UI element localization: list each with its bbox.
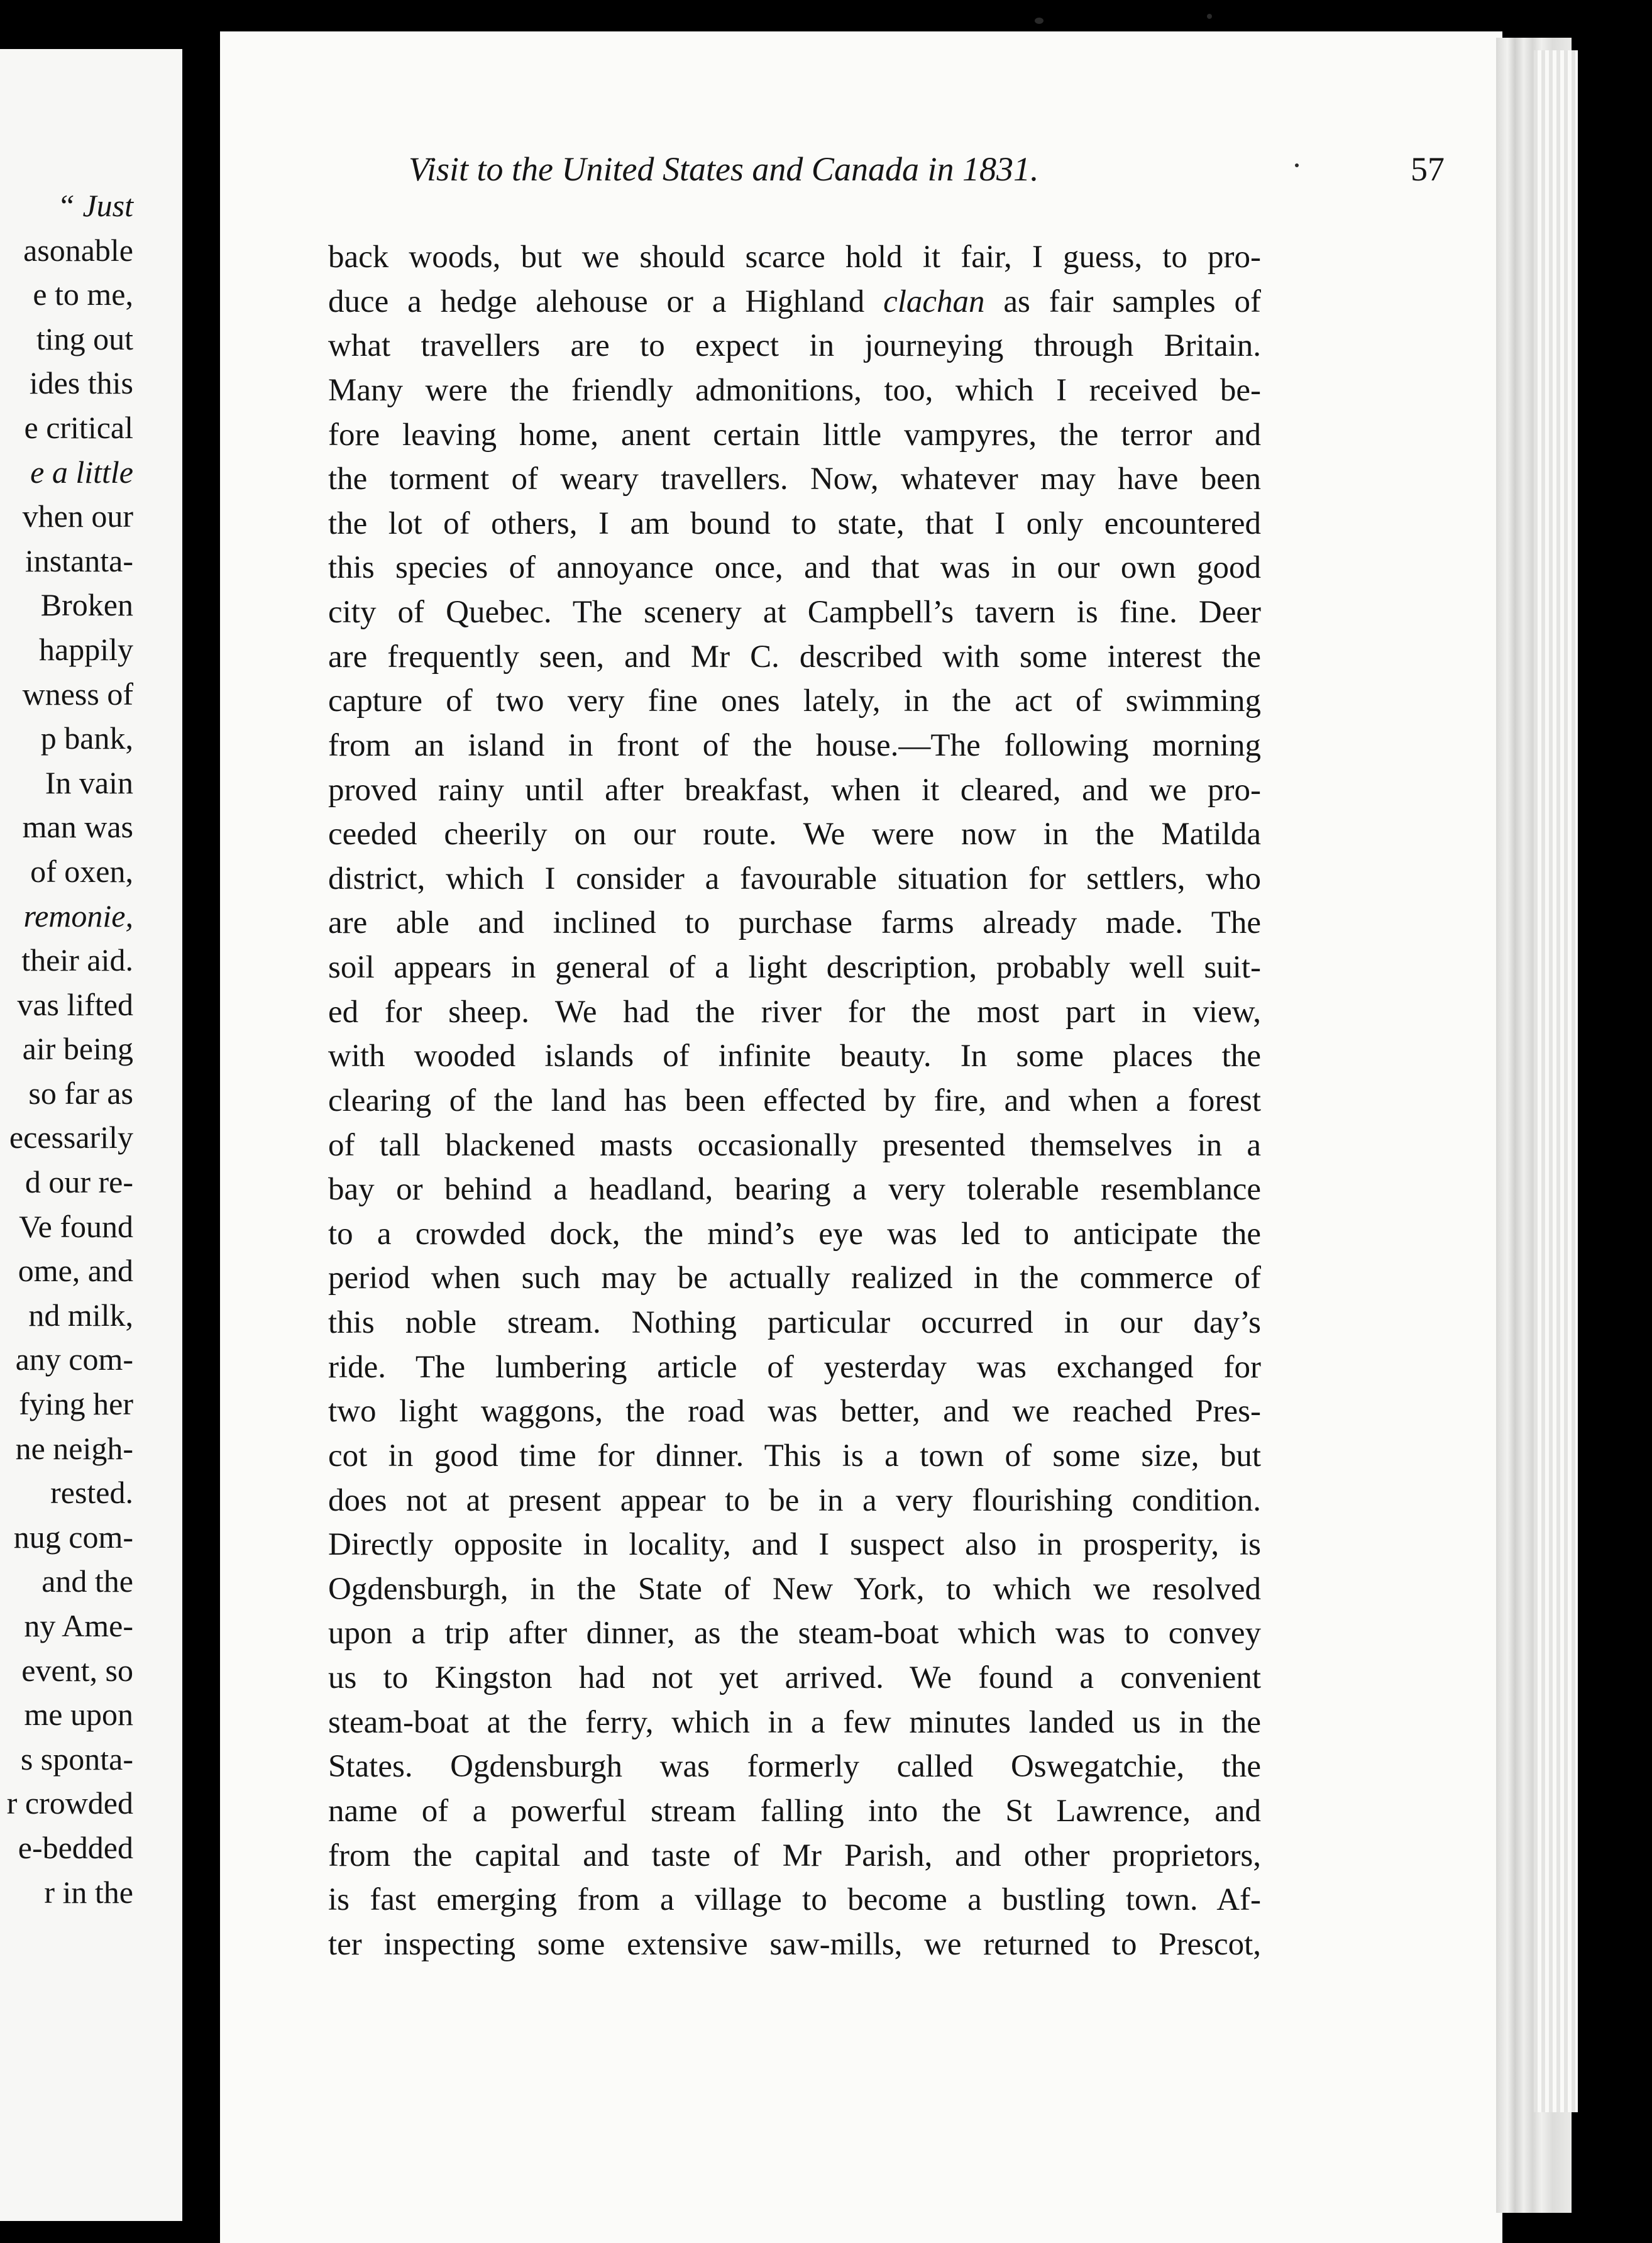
facing-page-line: e to me, bbox=[33, 277, 133, 312]
facing-page-line: happily bbox=[39, 631, 133, 667]
facing-page-line: me upon bbox=[24, 1697, 133, 1733]
facing-page-line: e-bedded bbox=[18, 1829, 133, 1865]
facing-page-line: ny Ame- bbox=[24, 1608, 133, 1643]
text-line: the torment of weary travellers. Now, whatever may have been bbox=[328, 461, 1261, 497]
scan-speck bbox=[1207, 14, 1212, 19]
facing-page-line: their aid. bbox=[21, 942, 133, 978]
text-line: name of a powerful stream falling into the St Lawrence, and bbox=[328, 1793, 1261, 1829]
facing-page-line: e critical bbox=[24, 409, 133, 445]
facing-page-line: r crowded bbox=[6, 1785, 133, 1821]
facing-page-line: remonie, bbox=[23, 898, 133, 934]
text-line: are frequently seen, and Mr C. described with some interest the bbox=[328, 639, 1261, 675]
facing-page-line: ecessarily bbox=[9, 1120, 133, 1155]
text-line: proved rainy until after breakfast, when it cleared, and we pro- bbox=[328, 772, 1261, 808]
facing-page-line: so far as bbox=[28, 1075, 133, 1111]
facing-page-line: d our re- bbox=[25, 1164, 133, 1200]
text-line: is fast emerging from a village to become a bustling town. Af- bbox=[328, 1882, 1261, 1918]
facing-page-fragment bbox=[0, 49, 182, 2221]
book-page bbox=[220, 31, 1502, 2243]
facing-page-line: r in the bbox=[44, 1874, 133, 1910]
scan-speck bbox=[1295, 163, 1299, 167]
facing-page-line: ne neigh- bbox=[15, 1430, 133, 1466]
facing-page-line: ome, and bbox=[18, 1253, 133, 1289]
facing-page-line: nd milk, bbox=[28, 1297, 133, 1333]
facing-page-line: vas lifted bbox=[17, 986, 133, 1022]
text-line: ceeded cheerily on our route. We were now in the Matilda bbox=[328, 817, 1261, 852]
page-edge-stripes bbox=[1534, 50, 1578, 2112]
text-line: city of Quebec. The scenery at Campbell’s tavern is fine. Deer bbox=[328, 595, 1261, 630]
text-line: two light waggons, the road was better, and we reached Pres- bbox=[328, 1394, 1261, 1430]
facing-page-text bbox=[7, 184, 133, 1914]
body-text bbox=[328, 235, 1261, 1966]
facing-page-line: and the bbox=[41, 1563, 133, 1599]
book-gutter bbox=[182, 0, 223, 2243]
facing-page-line: e a little bbox=[30, 454, 133, 490]
facing-page-line: wness of bbox=[22, 676, 133, 712]
text-line: from an island in front of the house.—The following morning bbox=[328, 727, 1261, 763]
text-line: ter inspecting some extensive saw-mills, we returned to Prescot, bbox=[328, 1926, 1261, 1962]
facing-page-line: Ve found bbox=[19, 1208, 133, 1244]
facing-page-line: asonable bbox=[23, 232, 133, 268]
facing-page-line: rested. bbox=[50, 1475, 133, 1511]
facing-page-line: In vain bbox=[45, 764, 133, 800]
text-line: period when such may be actually realized in the commerce of bbox=[328, 1260, 1261, 1296]
running-title: Visit to the United States and Canada in 1831. bbox=[409, 150, 1039, 188]
text-line: Directly opposite in locality, and I suspect also in prosperity, is bbox=[328, 1527, 1261, 1563]
text-line: district, which I consider a favourable situation for settlers, who bbox=[328, 861, 1261, 896]
facing-page-line: p bank, bbox=[40, 720, 133, 756]
facing-page-line: s sponta- bbox=[20, 1741, 133, 1777]
facing-page-line: any com- bbox=[15, 1342, 133, 1377]
text-line: this noble stream. Nothing particular occurred in our day’s bbox=[328, 1305, 1261, 1340]
facing-page-line: fying her bbox=[19, 1386, 133, 1422]
facing-page-line: of oxen, bbox=[30, 853, 133, 889]
text-line: does not at present appear to be in a very flourishing condition. bbox=[328, 1482, 1261, 1518]
text-line: this species of annoyance once, and that was in our own good bbox=[328, 550, 1261, 586]
text-line: are able and inclined to purchase farms already made. The bbox=[328, 905, 1261, 941]
text-line: ed for sheep. We had the river for the most part in view, bbox=[328, 994, 1261, 1030]
facing-page-line: vhen our bbox=[22, 499, 133, 534]
text-line: cot in good time for dinner. This is a town of some size, but bbox=[328, 1438, 1261, 1474]
text-line: upon a trip after dinner, as the steam-boat which was to convey bbox=[328, 1616, 1261, 1651]
text-line: duce a hedge alehouse or a Highland clachan as fair samples of bbox=[328, 284, 1261, 319]
facing-page-line: air being bbox=[22, 1031, 133, 1067]
facing-page-line: Broken bbox=[40, 587, 133, 623]
text-line: Many were the friendly admonitions, too, which I received be- bbox=[328, 372, 1261, 408]
facing-page-line: instanta- bbox=[25, 543, 133, 578]
text-line: steam-boat at the ferry, which in a few minutes landed us in the bbox=[328, 1704, 1261, 1740]
text-line: to a crowded dock, the mind’s eye was led to anticipate the bbox=[328, 1216, 1261, 1252]
text-line: soil appears in general of a light description, probably well suit- bbox=[328, 950, 1261, 985]
scan-speck bbox=[1035, 18, 1044, 24]
text-line: of tall blackened masts occasionally presented themselves in a bbox=[328, 1127, 1261, 1163]
page-header bbox=[409, 150, 1477, 200]
facing-page-line: event, so bbox=[21, 1652, 133, 1688]
text-line: capture of two very fine ones lately, in the act of swimming bbox=[328, 683, 1261, 719]
text-line: with wooded islands of infinite beauty. In some places the bbox=[328, 1039, 1261, 1074]
text-line: fore leaving home, anent certain little vampyres, the terror and bbox=[328, 417, 1261, 453]
text-line: what travellers are to expect in journeying through Britain. bbox=[328, 328, 1261, 364]
text-line: back woods, but we should scarce hold it fair, I guess, to pro- bbox=[328, 240, 1261, 275]
text-line: clearing of the land has been effected by fire, and when a forest bbox=[328, 1083, 1261, 1118]
text-line: from the capital and taste of Mr Parish, and other proprietors, bbox=[328, 1838, 1261, 1873]
text-line: us to Kingston had not yet arrived. We found a convenient bbox=[328, 1660, 1261, 1695]
text-line: ride. The lumbering article of yesterday was exchanged for bbox=[328, 1349, 1261, 1385]
facing-page-line: man was bbox=[22, 809, 133, 845]
text-line: States. Ogdensburgh was formerly called Oswegatchie, the bbox=[328, 1749, 1261, 1785]
facing-page-line: ides this bbox=[29, 365, 133, 401]
facing-page-line: nug com- bbox=[13, 1519, 133, 1555]
facing-page-line: “ Just bbox=[57, 188, 133, 223]
text-line: the lot of others, I am bound to state, that I only encountered bbox=[328, 505, 1261, 541]
page-number: 57 bbox=[1411, 150, 1445, 188]
text-line: Ogdensburgh, in the State of New York, to which we resolved bbox=[328, 1571, 1261, 1607]
text-line: bay or behind a headland, bearing a very tolerable resemblance bbox=[328, 1172, 1261, 1208]
facing-page-line: ting out bbox=[36, 321, 133, 356]
